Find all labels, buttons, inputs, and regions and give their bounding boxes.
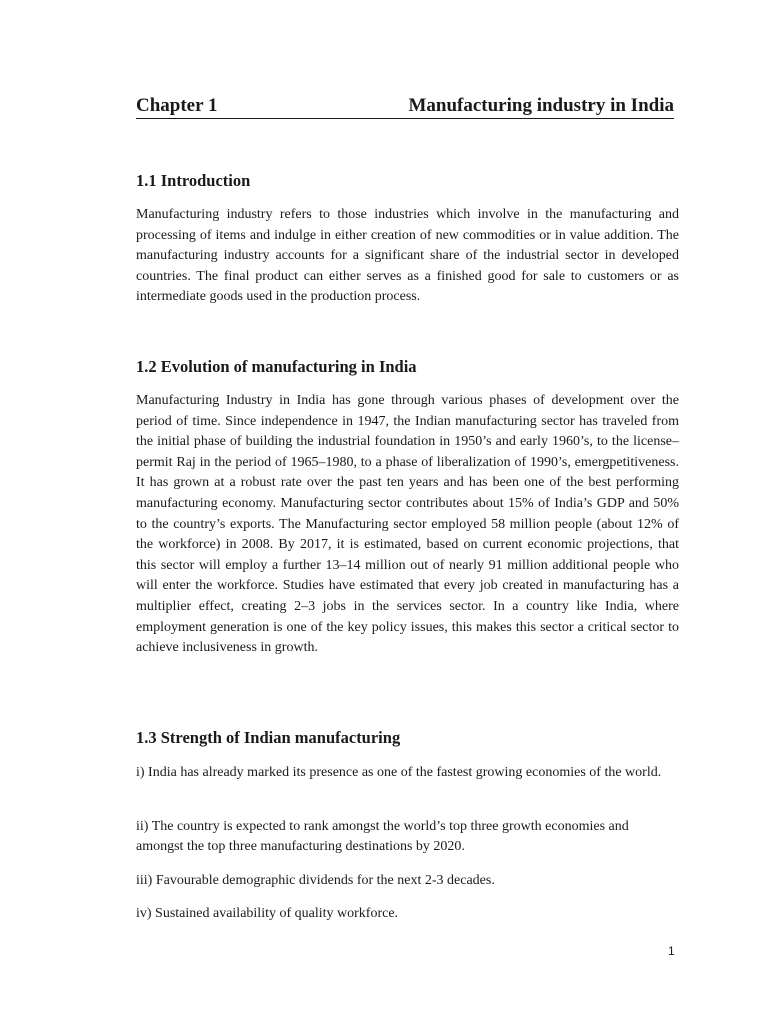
strength-item: i) India has already marked its presence as one of the fastest growing economies of the world.: [136, 765, 662, 780]
chapter-number: Chapter 1: [136, 95, 218, 116]
section-heading-introduction: 1.1 Introduction: [136, 171, 251, 190]
section-heading-strength: 1.3 Strength of Indian manufacturing: [136, 728, 401, 747]
chapter-header: [136, 94, 674, 119]
chapter-title: Manufacturing industry in India: [408, 95, 674, 116]
introduction-paragraph: Manufacturing industry refers to those industries which involve in the manufacturing and processing of items and indulge in either creation of new commodities or in value addition. The manufacturing industry accounts for a significant share of the industrial sector in developed countries. The final product can either serves as a finished good for sale to customers or as intermediate goods used in the production process.: [136, 207, 679, 305]
strength-item: ii) The country is expected to rank amongst the world’s top three growth economies and amongst the top three manufacturing destinations by 2020.: [136, 819, 629, 854]
strength-item: iv) Sustained availability of quality workforce.: [136, 906, 399, 921]
page-number: 1: [668, 944, 675, 958]
strength-item: iii) Favourable demographic dividends for the next 2-3 decades.: [136, 873, 495, 888]
evolution-paragraph: Manufacturing Industry in India has gone through various phases of development over the period of time. Since independence in 1947, the Indian manufacturing sector has traveled from the initial phase of building the industrial foundation in 1950’s and early 1960’s, to the license–permit Raj in the period of 1965–1980, to a phase of liberalization of 1990’s, emergpetitiveness. It has grown at a robust rate over the past ten years and has been one of the best performing manufacturing economy. Manufacturing sector contributes about 15% of India’s GDP and 50% to the country’s exports. The Manufacturing sector employed 58 million people (about 12% of the workforce) in 2008. By 2017, it is estimated, based on current economic projections, that this sector will employ a further 13–14 million out of nearly 91 million additional people who will enter the workforce. Studies have estimated that every job created in manufacturing has a multiplier effect, creating 2–3 jobs in the services sector. In a country like India, where employment generation is one of the key policy issues, this makes this sector a critical sector to achieve inclusiveness in growth.: [136, 393, 679, 656]
section-heading-evolution: 1.2 Evolution of manufacturing in India: [136, 357, 417, 376]
